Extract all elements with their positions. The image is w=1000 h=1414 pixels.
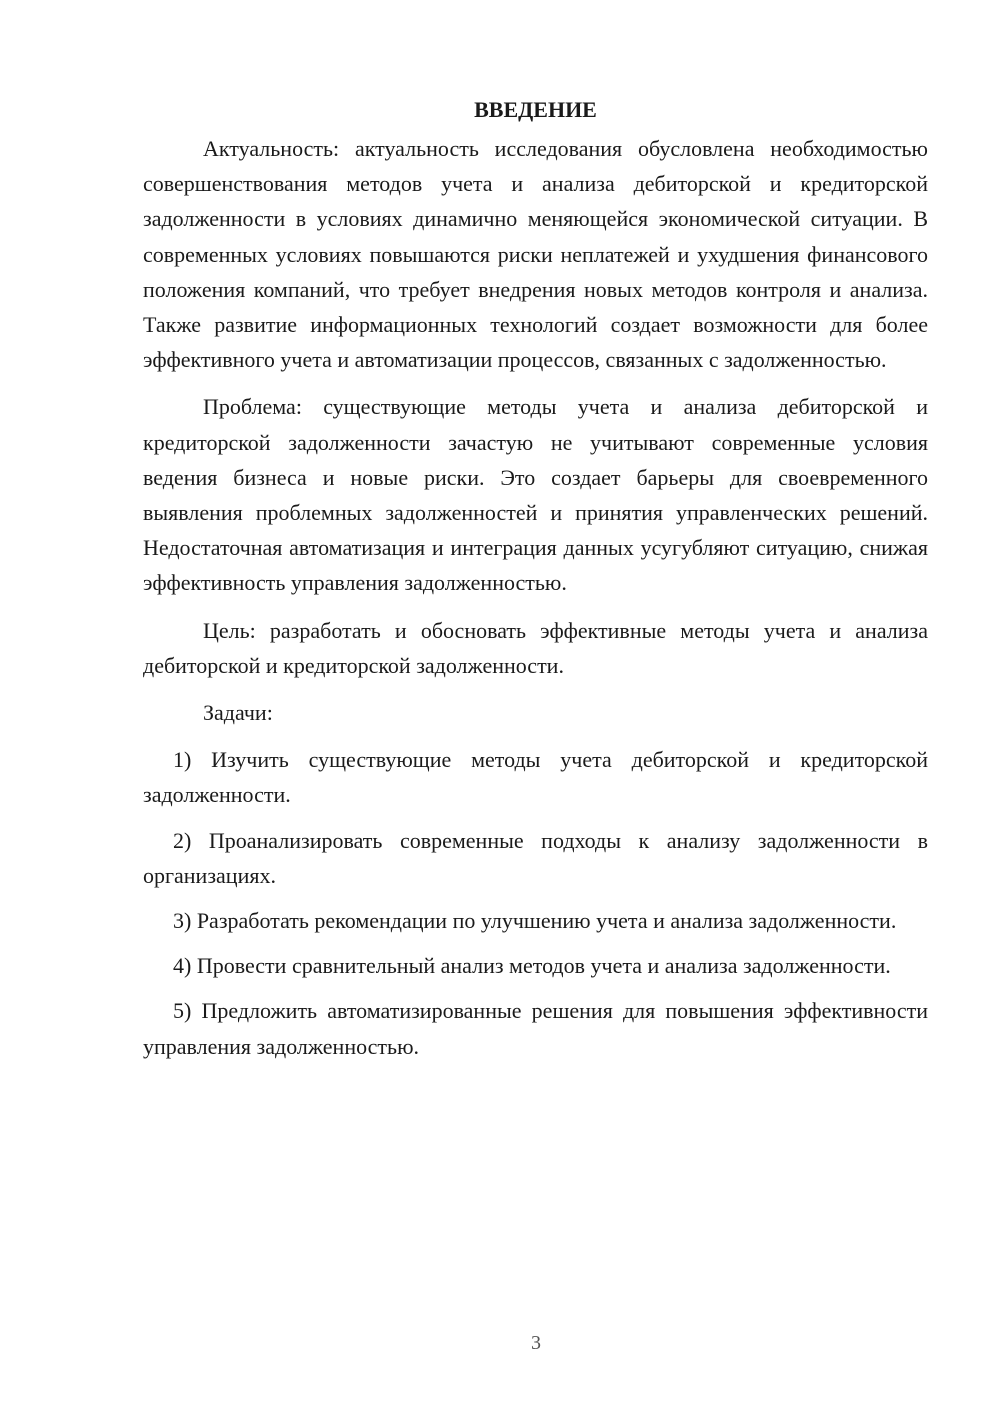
tasks-list (143, 742, 928, 1064)
task-item-5: 5) Предложить автоматизированные решения для повышения эффективности управления задолженностью. (143, 998, 928, 1059)
tasks-label: Задачи: (203, 700, 273, 726)
page-title: ВВЕДЕНИЕ (474, 97, 597, 122)
page-number: 3 (531, 1332, 541, 1354)
task-item-3: 3) Разработать рекомендации по улучшению учета и анализа задолженности. (173, 908, 897, 934)
goal-paragraph: Цель: разработать и обосновать эффективные методы учета и анализа дебиторской и кредиторской задолженности. (143, 617, 928, 678)
task-item-2: 2) Проанализировать современные подходы к анализу задолженности в организациях. (143, 827, 928, 888)
task-item-4: 4) Провести сравнительный анализ методов учета и анализа задолженности. (173, 953, 891, 979)
relevance-paragraph: Актуальность: актуальность исследования обусловлена необходимостью совершенствования методов учета и анализа дебиторской и кредиторской задолженности в условиях динамично меняющейся экономической ситуации. В современных условиях повышаются риски неплатежей и ухудшения финансового положения компаний, что требует внедрения новых методов контроля и анализа. Также развитие информационных технологий создает возможности для более эффективного учета и автоматизации процессов, связанных с задолженностью. (143, 136, 928, 373)
problem-paragraph: Проблема: существующие методы учета и анализа дебиторской и кредиторской задолженности зачастую не учитывают современные условия ведения бизнеса и новые риски. Это создает барьеры для своевременного выявления проблемных задолженностей и принятия управленческих решений. Недостаточная автоматизация и интеграция данных усугубляют ситуацию, снижая эффективность управления задолженностью. (143, 394, 928, 596)
document-page (143, 92, 928, 1074)
task-item-1: 1) Изучить существующие методы учета дебиторской и кредиторской задолженности. (143, 747, 928, 808)
